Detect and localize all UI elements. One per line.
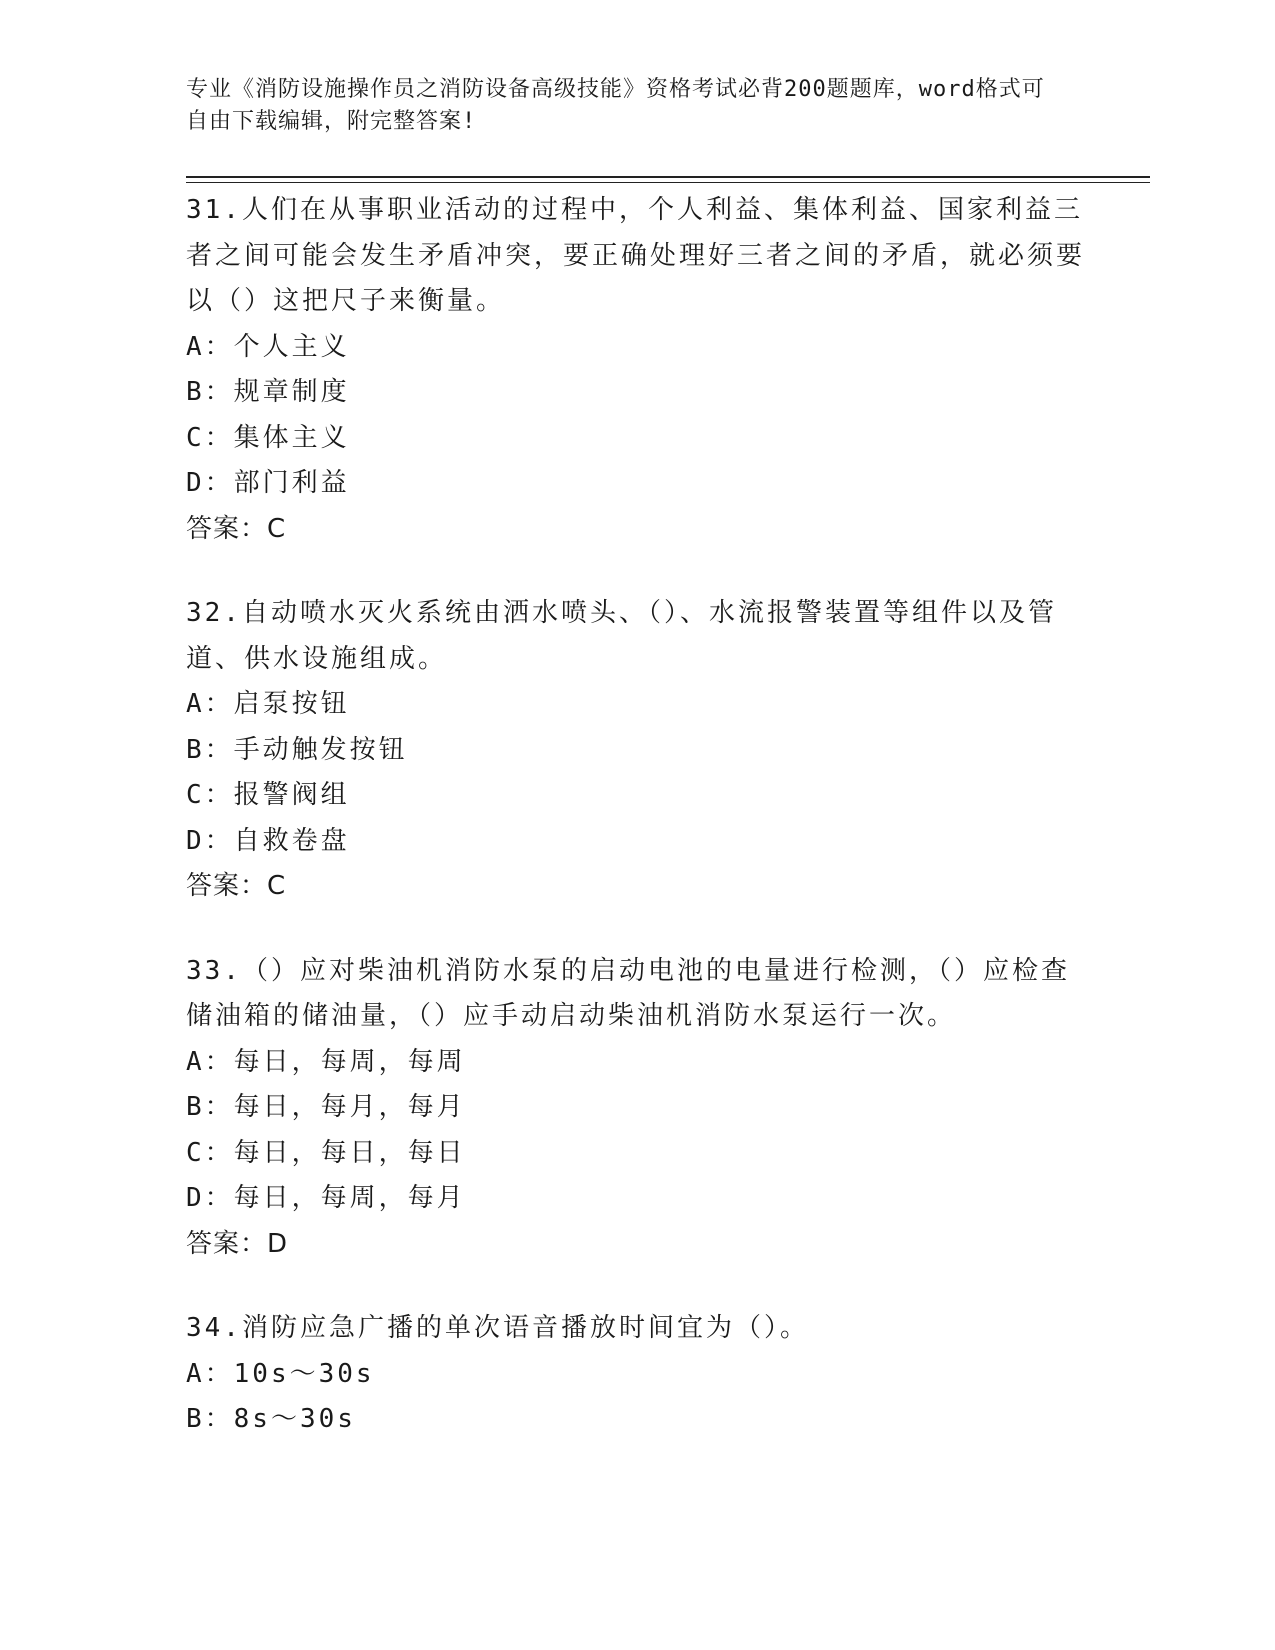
question-stem: 34.消防应急广播的单次语音播放时间宜为（）。 — [186, 1313, 809, 1343]
option-b: B：手动触发按钮 — [186, 734, 408, 765]
question-34 — [186, 1306, 1086, 1443]
option-c: C：每日，每日，每日 — [186, 1137, 466, 1168]
answer-line: 答案：D — [186, 1228, 289, 1259]
header-text: 专业《消防设施操作员之消防设备高级技能》资格考试必背200题题库，word格式可自由下载编辑，附完整答案! — [186, 77, 1045, 134]
option-d: D：自救卷盘 — [186, 825, 350, 856]
option-b: B：每日，每月，每月 — [186, 1092, 466, 1122]
option-b: B：8s～30s — [186, 1404, 356, 1434]
question-31 — [186, 188, 1086, 552]
answer-line: 答案：C — [186, 871, 287, 901]
option-a: A：个人主义 — [186, 331, 350, 362]
option-a: A：10s～30s — [186, 1358, 375, 1389]
option-a: A：每日，每周，每周 — [186, 1046, 466, 1077]
header-divider-thick — [186, 176, 1150, 178]
option-c: C：报警阀组 — [186, 780, 350, 810]
option-c: C：集体主义 — [186, 422, 350, 453]
question-list — [186, 188, 1086, 1482]
option-d: D：部门利益 — [186, 468, 350, 498]
option-b: B：规章制度 — [186, 377, 350, 407]
question-33 — [186, 949, 1086, 1268]
header-divider-thin — [186, 182, 1150, 183]
option-d: D：每日，每周，每月 — [186, 1183, 466, 1213]
question-stem: 32.自动喷水灭火系统由洒水喷头、（）、水流报警装置等组件以及管道、供水设施组成。 — [186, 598, 1057, 674]
question-stem: 33.（）应对柴油机消防水泵的启动电池的电量进行检测，（）应检查储油箱的储油量，（）应手动启动柴油机消防水泵运行一次。 — [186, 955, 1070, 1031]
question-32 — [186, 591, 1086, 910]
answer-line: 答案：C — [186, 513, 287, 544]
option-a: A：启泵按钮 — [186, 689, 350, 719]
document-header — [186, 74, 1066, 138]
question-stem: 31.人们在从事职业活动的过程中，个人利益、集体利益、国家利益三者之间可能会发生矛盾冲突，要正确处理好三者之间的矛盾，就必须要以（）这把尺子来衡量。 — [186, 195, 1086, 316]
